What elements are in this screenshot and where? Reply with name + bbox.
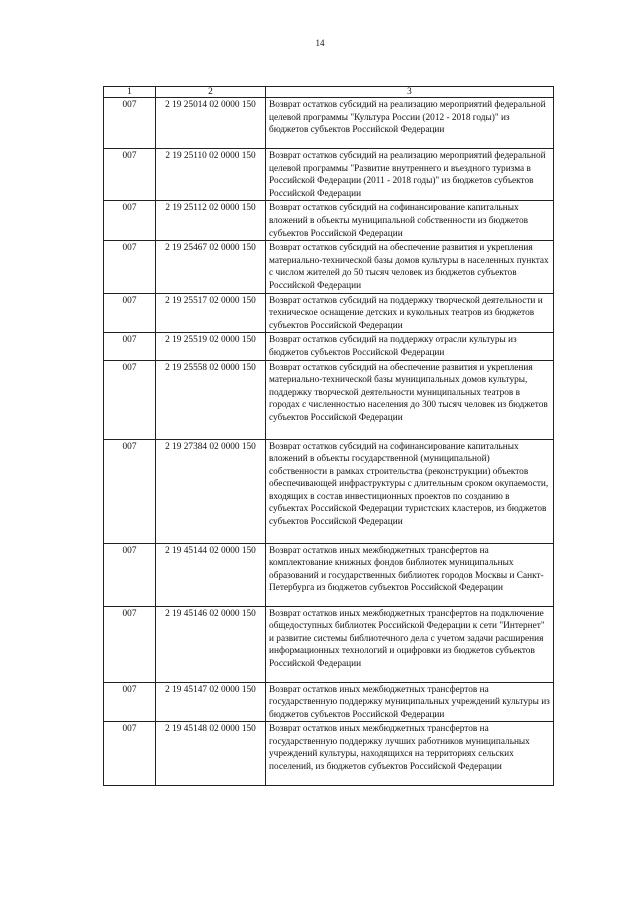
admin-code-cell: 007 [104, 201, 156, 241]
table-row [104, 98, 554, 149]
table-row [104, 722, 554, 786]
description-cell: Возврат остатков иных межбюджетных трансфертов на комплектование книжных фондов библиотек муниципальных образований и государственных библиотек городов Москвы и Санкт-Петербурга из бюджетов субъектов Российской Федерации [266, 543, 554, 606]
budget-code-cell: 2 19 25517 02 0000 150 [156, 293, 266, 333]
admin-code-cell: 007 [104, 241, 156, 293]
table-row [104, 293, 554, 333]
budget-code-cell: 2 19 45146 02 0000 150 [156, 606, 266, 682]
budget-code-cell: 2 19 45144 02 0000 150 [156, 543, 266, 606]
admin-code-cell: 007 [104, 606, 156, 682]
admin-code-cell: 007 [104, 149, 156, 201]
description-cell: Возврат остатков субсидий на реализацию мероприятий федеральной целевой программы "Культура России (2012 - 2018 годы)" из бюджетов субъектов Российской Федерации [266, 98, 554, 149]
admin-code-cell: 007 [104, 439, 156, 543]
admin-code-cell: 007 [104, 722, 156, 786]
page-number: 14 [315, 38, 325, 48]
description-cell: Возврат остатков субсидий на реализацию мероприятий федеральной целевой программы "Развитие внутреннего и въездного туризма в Российской Федерации (2011 - 2018 годы)" из бюджетов субъектов Российской Федерации [266, 149, 554, 201]
table-row [104, 439, 554, 543]
header-row [104, 87, 554, 98]
table-row [104, 682, 554, 722]
table-row [104, 149, 554, 201]
description-cell: Возврат остатков иных межбюджетных трансфертов на подключение общедоступных библиотек Российской Федерации к сети "Интернет" и развитие системы библиотечного дела с учетом задачи расширения информационных технологий и оцифровки из бюджетов субъектов Российской Федерации [266, 606, 554, 682]
column-header-2: 2 [156, 87, 266, 98]
admin-code-cell: 007 [104, 293, 156, 333]
description-cell: Возврат остатков субсидий на обеспечение развития и укрепления материально-технической базы домов культуры в населенных пунктах с числом жителей до 50 тысяч человек из бюджетов субъектов Российской Федерации [266, 241, 554, 293]
table-row [104, 360, 554, 439]
description-cell: Возврат остатков субсидий на софинансирование капитальных вложений в объекты муниципальной собственности из бюджетов субъектов Российской Федерации [266, 201, 554, 241]
description-cell: Возврат остатков иных межбюджетных трансфертов на государственную поддержку муниципальных учреждений культуры из бюджетов субъектов Российской Федерации [266, 682, 554, 722]
admin-code-cell: 007 [104, 98, 156, 149]
description-cell: Возврат остатков субсидий на обеспечение развития и укрепления материально-технической базы муниципальных домов культуры, поддержку творческой деятельности муниципальных театров в городах с численностью населения до 300 тысяч человек из бюджетов субъектов Российской Федерации [266, 360, 554, 439]
budget-code-cell: 2 19 25014 02 0000 150 [156, 98, 266, 149]
admin-code-cell: 007 [104, 333, 156, 360]
description-cell: Возврат остатков иных межбюджетных трансфертов на государственную поддержку лучших работников муниципальных учреждений культуры, находящихся на территориях сельских поселений, из бюджетов субъектов Российской Федерации [266, 722, 554, 786]
admin-code-cell: 007 [104, 682, 156, 722]
budget-code-cell: 2 19 25110 02 0000 150 [156, 149, 266, 201]
budget-code-cell: 2 19 25519 02 0000 150 [156, 333, 266, 360]
budget-code-cell: 2 19 45147 02 0000 150 [156, 682, 266, 722]
table-body [104, 98, 554, 786]
description-cell: Возврат остатков субсидий на софинансирование капитальных вложений в объекты государственной (муниципальной) собственности в рамках строительства (реконструкции) объектов обеспечивающей инфраструктуры с длительным сроком окупаемости, входящих в состав инвестиционных проектов по созданию в субъектах Российской Федерации туристских кластеров, из бюджетов субъектов Российской Федерации [266, 439, 554, 543]
table-row [104, 543, 554, 606]
description-cell: Возврат остатков субсидий на поддержку отрасли культуры из бюджетов субъектов Российской Федерации [266, 333, 554, 360]
table-row [104, 241, 554, 293]
budget-code-cell: 2 19 25558 02 0000 150 [156, 360, 266, 439]
table-row [104, 201, 554, 241]
budget-code-cell: 2 19 45148 02 0000 150 [156, 722, 266, 786]
table-header [104, 87, 554, 98]
admin-code-cell: 007 [104, 543, 156, 606]
budget-code-cell: 2 19 25112 02 0000 150 [156, 201, 266, 241]
column-header-3: 3 [266, 87, 554, 98]
budget-code-cell: 2 19 25467 02 0000 150 [156, 241, 266, 293]
budget-code-cell: 2 19 27384 02 0000 150 [156, 439, 266, 543]
table-row [104, 333, 554, 360]
column-header-1: 1 [104, 87, 156, 98]
table-row [104, 606, 554, 682]
description-cell: Возврат остатков субсидий на поддержку творческой деятельности и техническое оснащение детских и кукольных театров из бюджетов субъектов Российской Федерации [266, 293, 554, 333]
budget-classification-table [103, 86, 554, 786]
admin-code-cell: 007 [104, 360, 156, 439]
